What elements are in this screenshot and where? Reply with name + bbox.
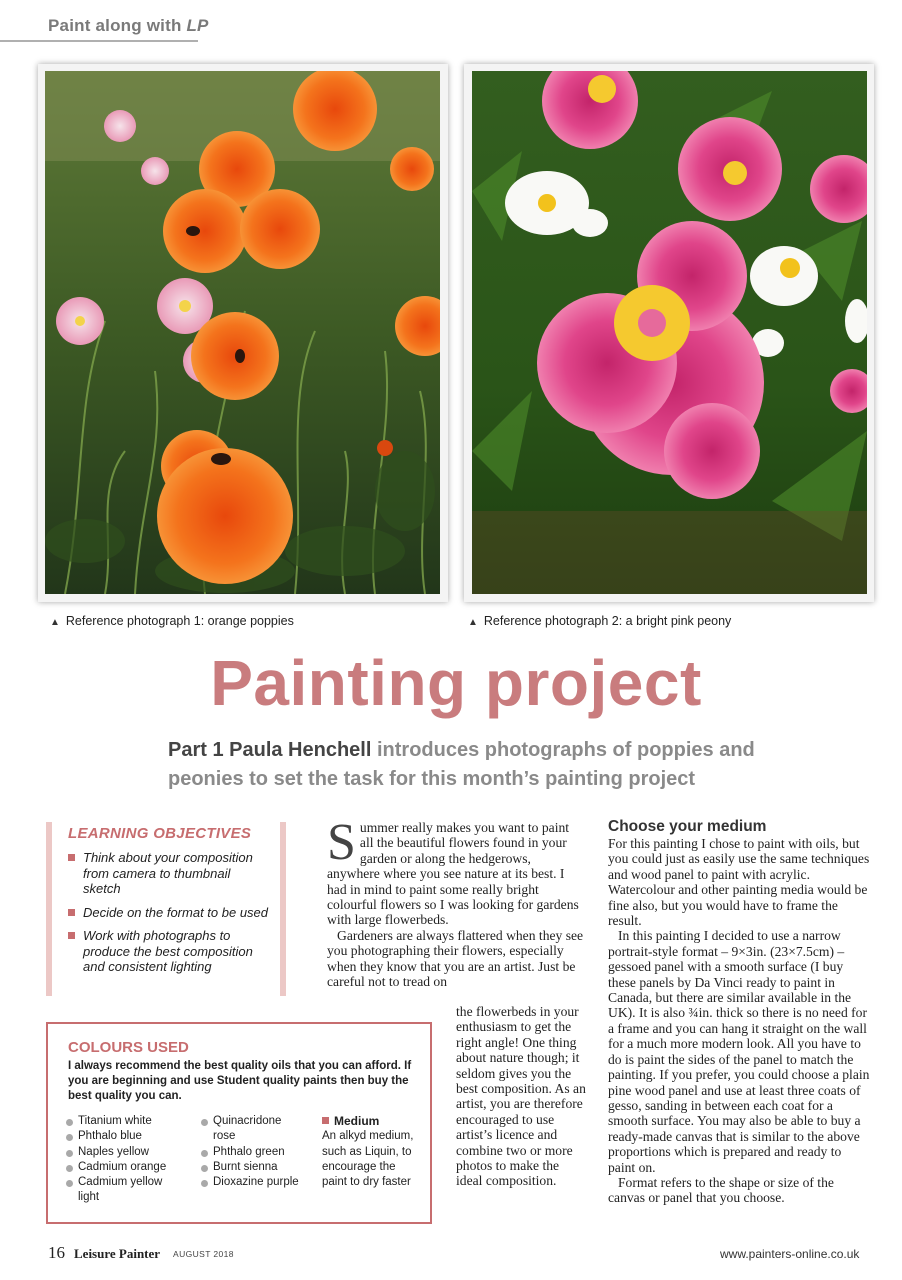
peony-illustration [472,71,867,594]
list-item: Think about your composition from camera to thumbnail sketch [68,850,268,897]
dot-bullet-icon [66,1150,73,1157]
medium-title: Medium [322,1114,422,1129]
dot-bullet-icon [201,1180,208,1187]
list-item: Dioxazine purple [201,1175,301,1190]
article-title: Painting project [210,647,702,719]
medium-note [322,1114,422,1190]
list-item: Quinacridone rose [201,1114,301,1145]
list-item: Naples yellow [66,1145,196,1160]
subheading-choose-medium: Choose your medium [608,818,767,835]
website-url[interactable]: www.painters-online.co.uk [720,1247,860,1261]
body-paragraph-1: Summer really makes you want to paint all the beautiful flowers found in your garden or along the hedgerows, anywhere where you see nature at its best. I had in mind to paint some really bright colourful flowers so I was looking for gardens with large flowerbeds. [327,814,579,928]
dot-bullet-icon [201,1119,208,1126]
square-bullet-icon [322,1117,329,1124]
list-item: Work with photographs to produce the best composition and consistent lighting [68,928,268,975]
medium-text: An alkyd medium, such as Liquin, to encourage the paint to dry faster [322,1130,414,1189]
square-bullet-icon [68,854,75,861]
dot-bullet-icon [66,1180,73,1187]
caption-photo-2-text: Reference photograph 2: a bright pink peony [483,614,732,628]
caption-triangle-icon: ▲ [468,617,478,628]
dot-bullet-icon [66,1119,73,1126]
learning-objectives-list [68,850,268,983]
body-paragraph-4: In this painting I decided to use a narrow portrait-style format – 9×3in. (23×7.5cm) – gessoed panel with a smooth surface (I buy these panels by Da Vinci ready to paint in Canada, but there are similar available in the UK). It is also ¾in. thick so there is no need for a frame and you can hang it straight on the wall for a much more modern look. All you have to do is paint the sides of the panel to match the painting. If you prefer, you could choose a plain pine wood panel and use at least three coats of gesso, sanding in between each coat for a smooth surface. You may also be able to buy a ready-made canvas that is similar to the above proportions which is prepared and ready to paint on. [608,928,870,1175]
list-item: Decide on the format to be used [68,905,268,921]
dot-bullet-icon [201,1150,208,1157]
photo-poppies [45,71,440,594]
list-item: Burnt sienna [201,1160,301,1175]
dot-bullet-icon [66,1165,73,1172]
list-item: Cadmium orange [66,1160,196,1175]
body-paragraph-2: Gardeners are always flattered when they see you photographing their flowers, especially when they know that you are an artist. Just be careful not to tread on [327,927,584,990]
body-column-3 [608,818,870,1206]
standfirst [168,736,808,794]
caption-photo-2 [468,614,731,628]
standfirst-text: introduces photographs of poppies and peonies to set the task for this month’s painting project [168,739,755,790]
issue-date: AUGUST 2018 [173,1249,234,1259]
colours-used-intro: I always recommend the best quality oils that you can afford. If you are beginning and use Student quality paints then buy the best quality you can. [68,1060,412,1102]
magazine-logo: Leisure Painter [74,1246,161,1261]
dot-bullet-icon [66,1134,73,1141]
body-column-2 [327,814,585,990]
body-paragraph-3: For this painting I chose to paint with oils, but you could just as easily use the same techniques and wood panel to paint with acrylic. Watercolour and other painting media would be fine also, but you would have to frame the result. [608,836,870,929]
section-label-suffix: LP [186,16,209,35]
square-bullet-icon [68,909,75,916]
list-item: Phthalo green [201,1145,301,1160]
photo-peony [472,71,867,594]
caption-triangle-icon: ▲ [50,617,60,628]
colours-list-2 [201,1114,301,1190]
list-item: Titanium white [66,1114,196,1129]
section-label-prefix: Paint along with [48,16,182,35]
colours-used-title: COLOURS USED [68,1039,189,1056]
drop-cap: S [327,814,356,871]
body-paragraph-5: Format refers to the shape or size of the canvas or panel that you choose. [608,1174,834,1206]
list-item: Phthalo blue [66,1129,196,1144]
list-item: Cadmium yellow light [66,1175,178,1206]
section-label [48,16,209,36]
body-column-2-narrow [456,1004,586,1189]
colours-list-1 [66,1114,196,1206]
poppies-illustration [45,71,440,594]
caption-photo-1 [50,614,294,628]
caption-photo-1-text: Reference photograph 1: orange poppies [65,614,294,628]
byline: Part 1 Paula Henchell [168,739,372,761]
page-number: 16 [48,1243,65,1262]
body-paragraph-2-cont: the flowerbeds in your enthusiasm to get the right angle! One thing about nature though; it seldom gives you the best composition. As an artist, you are therefore encouraged to use artist’s licence and combine two or more photos to make the ideal composition. [456,1004,586,1189]
dot-bullet-icon [201,1165,208,1172]
learning-objectives-title: LEARNING OBJECTIVES [68,825,252,842]
section-rule [0,40,198,42]
square-bullet-icon [68,932,75,939]
